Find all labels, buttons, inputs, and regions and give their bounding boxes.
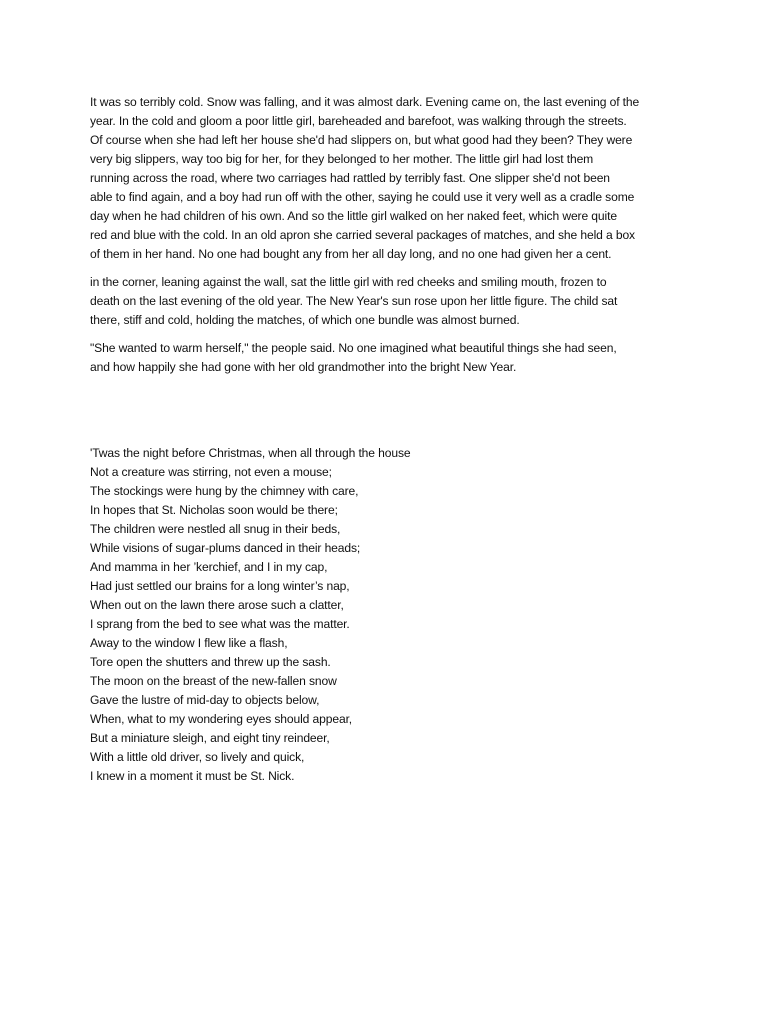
- paragraph-line: and how happily she had gone with her old grandmother into the bright New Year.: [90, 360, 517, 374]
- poem-line: While visions of sugar-plums danced in their heads;: [90, 541, 361, 555]
- paragraph-3: [90, 339, 690, 377]
- poem-line: The moon on the breast of the new-fallen snow: [90, 674, 337, 688]
- poem-line: When out on the lawn there arose such a clatter,: [90, 598, 344, 612]
- paragraph-line: day when he had children of his own. And so the little girl walked on her naked feet, which were quite: [90, 209, 617, 223]
- paragraph-line: of them in her hand. No one had bought any from her all day long, and no one had given her a cent.: [90, 247, 612, 261]
- poem-line: When, what to my wondering eyes should appear,: [90, 712, 353, 726]
- poem-line: But a miniature sleigh, and eight tiny reindeer,: [90, 731, 330, 745]
- poem-line: Tore open the shutters and threw up the sash.: [90, 655, 331, 669]
- paragraph-line: running across the road, where two carriages had rattled by terribly fast. One slipper she'd not been: [90, 171, 610, 185]
- paragraph-line: death on the last evening of the old year. The New Year's sun rose upon her little figure. The child sat: [90, 294, 618, 308]
- paragraph-line: there, stiff and cold, holding the matches, of which one bundle was almost burned.: [90, 313, 520, 327]
- poem-line: Had just settled our brains for a long winter’s nap,: [90, 579, 350, 593]
- poem-line: In hopes that St. Nicholas soon would be there;: [90, 503, 338, 517]
- paragraph-2: [90, 273, 690, 330]
- paragraph-1: [90, 93, 690, 264]
- poem-line: I knew in a moment it must be St. Nick.: [90, 769, 295, 783]
- poem-line: The stockings were hung by the chimney with care,: [90, 484, 359, 498]
- poem-line: 'Twas the night before Christmas, when all through the house: [90, 446, 411, 460]
- paragraph-line: able to find again, and a boy had run off with the other, saying he could use it very well as a cradle some: [90, 190, 635, 204]
- poem-line: And mamma in her ’kerchief, and I in my cap,: [90, 560, 328, 574]
- poem-line: Away to the window I flew like a flash,: [90, 636, 288, 650]
- paragraph-line: red and blue with the cold. In an old apron she carried several packages of matches, and she held a box: [90, 228, 635, 242]
- paragraph-line: very big slippers, way too big for her, for they belonged to her mother. The little girl had lost them: [90, 152, 594, 166]
- paragraph-line: year. In the cold and gloom a poor little girl, bareheaded and barefoot, was walking through the streets.: [90, 114, 627, 128]
- poem-line: The children were nestled all snug in their beds,: [90, 522, 341, 536]
- poem-line: Not a creature was stirring, not even a mouse;: [90, 465, 332, 479]
- paragraph-line: It was so terribly cold. Snow was falling, and it was almost dark. Evening came on, the last evening of the: [90, 95, 640, 109]
- poem-line: Gave the lustre of mid-day to objects below,: [90, 693, 320, 707]
- poem-section: [90, 444, 490, 786]
- paragraph-line: in the corner, leaning against the wall, sat the little girl with red cheeks and smiling mouth, frozen to: [90, 275, 607, 289]
- paragraph-line: "She wanted to warm herself," the people said. No one imagined what beautiful things she had seen,: [90, 341, 617, 355]
- prose-section: [90, 93, 690, 386]
- poem-line: I sprang from the bed to see what was the matter.: [90, 617, 350, 631]
- paragraph-line: Of course when she had left her house she'd had slippers on, but what good had they been? They were: [90, 133, 633, 147]
- poem-line: With a little old driver, so lively and quick,: [90, 750, 305, 764]
